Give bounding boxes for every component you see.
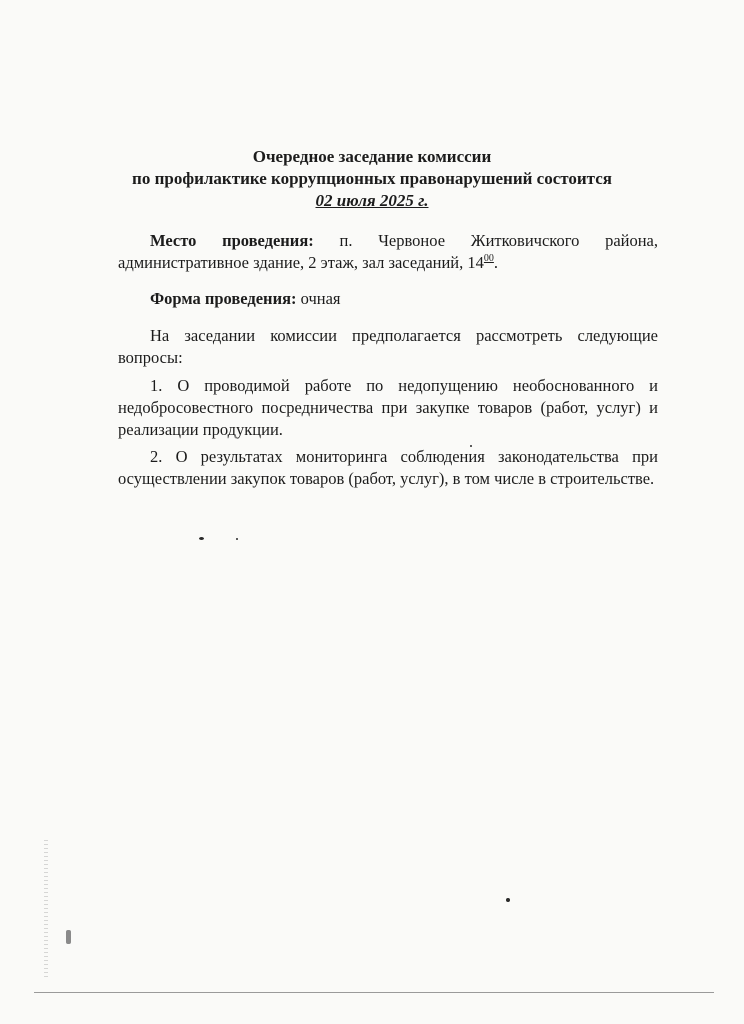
scan-bottom-line xyxy=(34,992,714,993)
venue-end: . xyxy=(493,253,499,272)
scan-speck xyxy=(470,445,472,447)
agenda-item-1: 1. О проводимой работе по недопущению необоснованного и недобросовестного посредничества при закупке товаров (работ, услуг) и реализации продукции. xyxy=(118,376,658,439)
venue-text: п. Червоное Житковичского района, административное здание, 2 этаж, зал заседаний, 14 xyxy=(118,231,658,272)
format-paragraph xyxy=(118,288,658,310)
venue-paragraph xyxy=(118,230,658,274)
scan-speck xyxy=(236,538,238,540)
meeting-date: 02 июля 2025 г. xyxy=(315,191,429,210)
heading-line-1: Очередное заседание комиссии xyxy=(252,147,492,166)
format-value: очная xyxy=(300,289,341,308)
scan-edge-noise xyxy=(44,840,48,980)
agenda-intro: На заседании комиссии предполагается рассмотреть следующие вопросы: xyxy=(118,326,658,367)
scan-speck xyxy=(66,930,71,944)
agenda-item-2: 2. О результатах мониторинга соблюдения законодательства при осуществлении закупок товаров (работ, услуг), в том числе в строительстве. xyxy=(118,447,658,488)
heading-line-2: по профилактике коррупционных правонарушений состоится xyxy=(132,169,612,188)
format-label: Форма проведения: xyxy=(150,289,297,308)
venue-label: Место проведения: xyxy=(150,231,314,250)
scan-speck xyxy=(199,537,204,540)
scan-speck xyxy=(506,898,510,902)
document-heading xyxy=(0,146,744,212)
time-minutes: 00 xyxy=(483,253,494,264)
